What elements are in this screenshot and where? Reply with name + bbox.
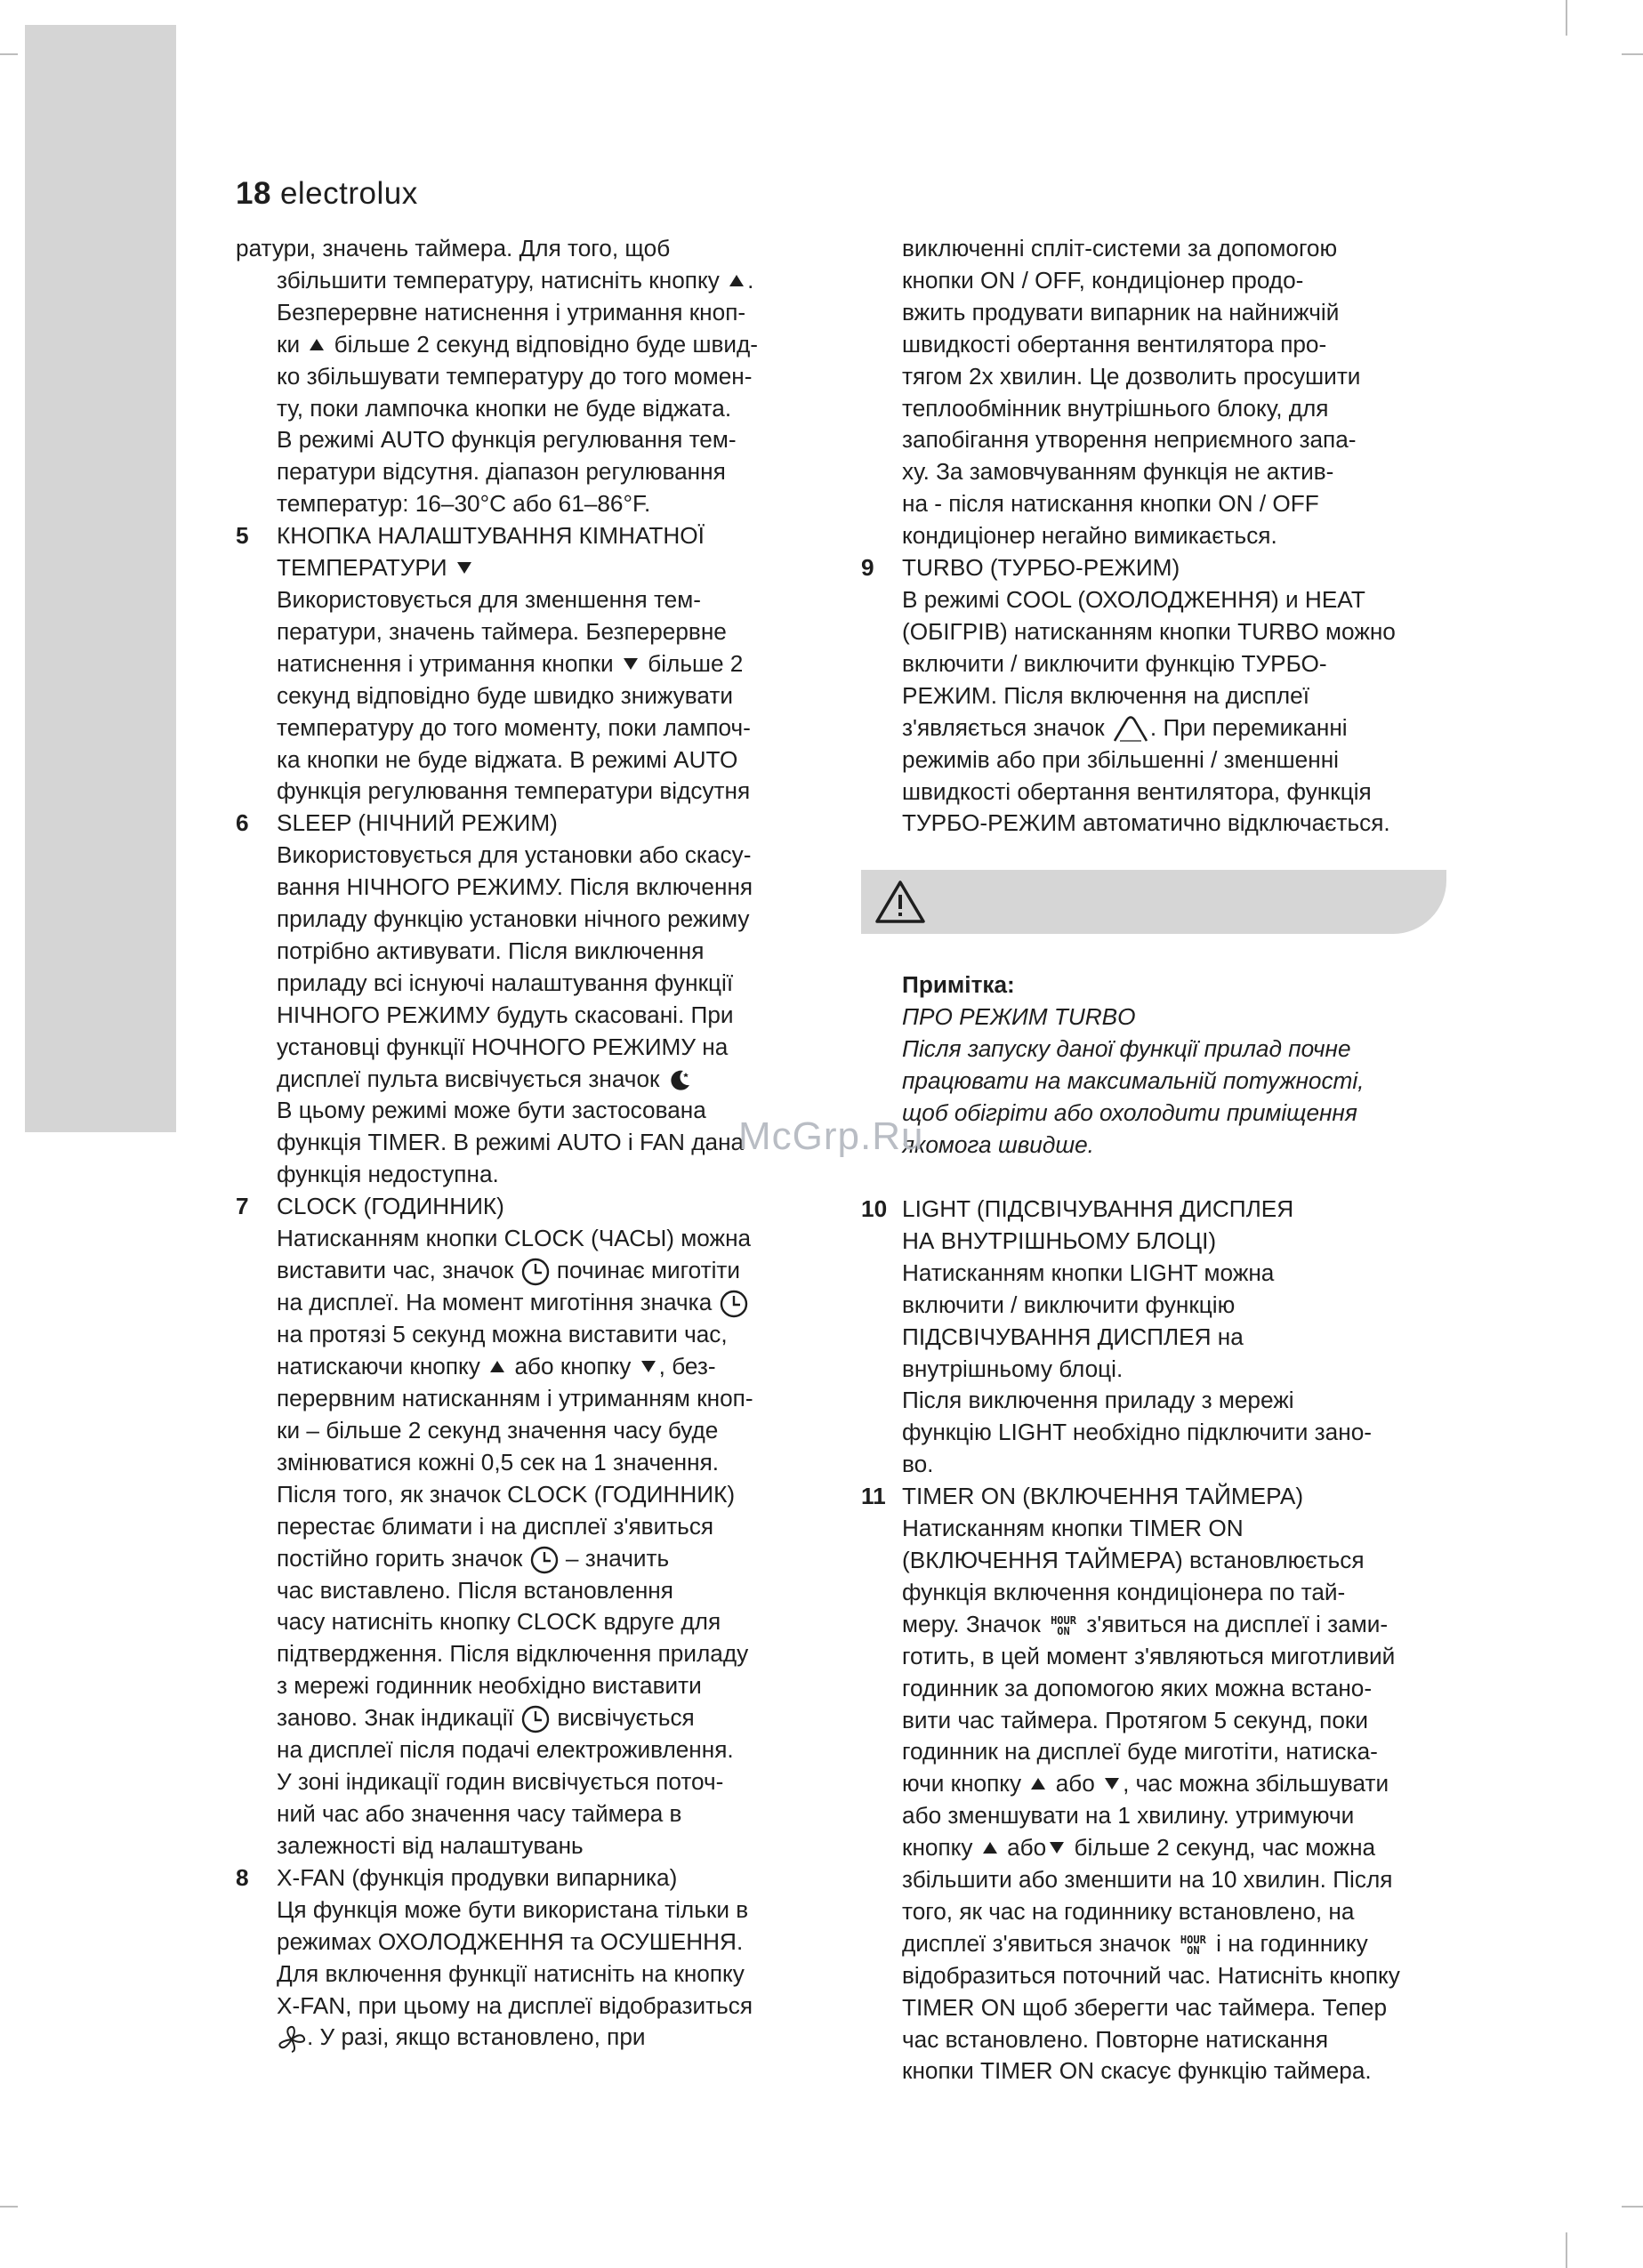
text-line: підтвердження. Після відключення приладу [277,1640,749,1668]
list-item-9 [861,552,1453,840]
text-line: ПІДСВІЧУВАННЯ ДИСПЛЕЯ на [902,1323,1244,1350]
text-line: температур: 16–30°C або 61–86°F. [277,490,651,518]
item-number: 7 [236,1193,249,1220]
text-line: запобігання утворення неприємного запа- [902,426,1357,454]
text-line: В цьому режимі може бути застосована [277,1097,706,1124]
text-line: часу натисніть кнопку CLOCK вдруге для [277,1608,721,1636]
watermark: McGrp.Ru [738,1114,924,1158]
text-line: приладу функцію установки нічного режиму [277,905,750,933]
item-title: CLOCK (ГОДИННИК) [277,1193,504,1220]
text-line: на дисплеї після подачі електроживлення. [277,1736,734,1764]
text-line: вжить продувати випарник на найнижчій [902,298,1340,326]
side-tab [25,25,176,1132]
arrow-down-icon [1050,1842,1064,1854]
text-line: Після того, як значок CLOCK (ГОДИННИК) [277,1480,736,1508]
crop-mark [0,2206,18,2208]
text-line: швидкості обертання вентилятора про- [902,330,1327,358]
text-line: з'являється значок . При перемиканні [902,712,1396,744]
text-line: годинник на дисплеї буде миготіти, натиска- [902,1738,1378,1765]
list-item-7 [236,1191,814,1862]
page-header [236,176,418,212]
text-line: натискаючи кнопку або кнопку , без- [277,1353,716,1380]
item-title: SLEEP (НІЧНИЙ РЕЖИМ) [277,809,558,837]
item-title: ТЕМПЕРАТУРИ [277,552,751,584]
item-number: 6 [236,809,249,837]
text-line: збільшити температуру, натисніть кнопку . [277,266,754,294]
list-item-6 [236,808,814,1191]
clock-icon [520,1704,551,1734]
brand-name: electrolux [279,176,418,211]
text-line: ператури відсутня. діапазон регулювання [277,458,726,486]
right-column-lower [861,1194,1453,2087]
text-line: ко збільшувати температуру до того момен- [277,362,753,390]
arrow-down-icon [641,1361,656,1372]
text-line: В режимі COOL (ОХОЛОДЖЕННЯ) и HEAT [902,585,1365,613]
text-line: функція недоступна. [277,1161,499,1188]
text-line: швидкості обертання вентилятора, функція [902,777,1372,805]
warning-triangle-icon [874,879,927,925]
text-line: виключенні спліт-системи за допомогою [902,235,1338,261]
text-line: ТУРБО-РЕЖИМ автоматично відключається. [902,809,1390,837]
text-line: приладу всі існуючі налаштування функції [277,969,734,996]
text-line: Використовується для установки або скасу- [277,841,752,869]
text-line: внутрішньому блоці. [902,1355,1124,1382]
text-line: збільшити або зменшити на 10 хвилин. Після [902,1866,1393,1894]
text-line: ху. За замовчуванням функція не актив- [902,458,1334,486]
text-line: температуру до того моменту, поки лампоч- [277,713,751,741]
item-number: 11 [861,1483,886,1510]
text-line: дисплеї пульта висвічується значок [277,1064,753,1096]
text-line: час встановлено. Повторне натискання [902,2025,1329,2053]
text-line: перестає блимати і на дисплеї з'явиться [277,1512,714,1540]
text-line: ки більше 2 секунд відповідно буде швид- [277,330,758,358]
item-number: 10 [861,1195,888,1222]
text-line: установці функції НОЧНОГО РЕЖИМУ на [277,1033,729,1060]
text-line: ператури, значень таймера. Безперервне [277,617,727,645]
fan-icon [277,2024,307,2055]
text-line: функція TIMER. В режимі AUTO і FAN дана [277,1129,745,1156]
text-line: на протязі 5 секунд можна виставити час, [277,1321,728,1348]
crop-mark [0,53,18,55]
text-line: тягом 2х хвилин. Це дозволить просушити [902,362,1361,390]
text-line: перервним натисканням і утриманням кноп- [277,1384,753,1411]
item-number: 9 [861,554,874,582]
text-line: меру. Значок HOUR ON з'явиться на дисплеї і зами- [902,1610,1389,1637]
text-line: вити час таймера. Протягом 5 секунд, поки [902,1706,1368,1733]
arrow-up-icon [729,275,744,286]
text-line: Натисканням кнопки CLOCK (ЧАСЫ) можна [277,1225,752,1252]
list-item-11 [861,1481,1453,2087]
text-line: дисплеї з'явиться значок HOUR ON і на годиннику [902,1929,1368,1957]
left-column [236,233,814,2055]
arrow-down-icon [457,562,471,574]
text-line: або зменшувати на 1 хвилину. утримуючи [902,1802,1355,1830]
text-line: Ця функція може бути використана тільки в [277,1895,749,1923]
text-line: ючи кнопку або , час можна збільшувати [902,1770,1389,1798]
text-line: на дисплеї. На момент миготіння значка [277,1287,753,1319]
clock-icon [719,1289,749,1319]
text-line: потрібно активувати. Після виключення [277,937,705,964]
text-line: ки – більше 2 секунд значення часу буде [277,1416,719,1444]
text-line: з мережі годинник необхідно виставити [277,1672,702,1700]
arrow-up-icon [310,339,324,350]
text-line: У зоні індикації годин висвічується поточ- [277,1768,724,1796]
item-title: X-FAN (функція продувки випарника) [277,1863,678,1891]
text-line: режимах ОХОЛОДЖЕННЯ та ОСУШЕННЯ. [277,1927,744,1955]
item-title: TIMER ON (ВКЛЮЧЕННЯ ТАЙМЕРА) [902,1483,1304,1510]
text-line: ний час або значення часу таймера в [277,1800,682,1828]
text-line: во. [902,1451,934,1478]
text-line: режимів або при збільшенні / зменшенні [902,745,1339,773]
text-line: функцію LIGHT необхідно підключити зано- [902,1419,1372,1446]
text-line: кнопки TIMER ON скасує функцію таймера. [902,2057,1372,2085]
turbo-icon [1111,714,1150,744]
note-line: Після запуску даної функції прилад почне [902,1034,1351,1062]
text-line: виставити час, значок починає миготіти [277,1255,753,1287]
note-line: працювати на максимальній потужності, [902,1066,1365,1094]
text-line: . У разі, якщо встановлено, при [277,2022,753,2054]
list-item-10 [861,1194,1453,1481]
item-title: TURBO (ТУРБО-РЕЖИМ) [902,554,1180,582]
text-line: ка кнопки не буде віджата. В режимі AUTO [277,745,738,773]
text-line: Після виключення приладу з мережі [902,1387,1294,1414]
list-item-5 [236,520,814,808]
moon-sleep-icon [666,1067,693,1094]
page-number: 18 [236,176,271,211]
text-line: готить, в цей момент з'являються миготливий [902,1642,1396,1669]
hour-on-icon: HOUR ON [1180,1933,1206,1957]
arrow-up-icon [1031,1778,1045,1789]
text-line: ту, поки лампочка кнопки не буде віджата. [277,394,732,422]
note-line: ПРО РЕЖИМ TURBO [902,1002,1136,1030]
text-line: (ОБІГРІВ) натисканням кнопки TURBO можно [902,617,1396,645]
hour-on-icon: HOUR ON [1051,1613,1076,1637]
crop-mark [1566,2232,1567,2268]
text-line: РЕЖИМ. Після включення на дисплеї [902,681,1309,709]
arrow-down-icon [624,658,638,670]
text-line: включити / виключити функцію [902,1291,1236,1318]
item-number: 8 [236,1863,249,1891]
text-line: змінюватися кожні 0,5 сек на 1 значення. [277,1448,720,1476]
arrow-down-icon [1105,1778,1119,1789]
arrow-up-icon [490,1361,504,1372]
note-title: Примітка: [902,971,1015,998]
crop-mark [1622,2206,1643,2208]
text-line: Для включення функції натисніть на кнопку [277,1959,745,1987]
text-line: TIMER ON щоб зберегти час таймера. Тепер [902,1993,1388,2021]
crop-mark [1622,53,1643,55]
text-line: теплообмінник внутрішнього блоку, для [902,394,1329,422]
text-line: залежності від налаштувань [277,1832,584,1859]
arrow-up-icon [983,1842,997,1854]
clock-icon [520,1257,551,1287]
text-line: функція регулювання температури відсутня [277,777,751,805]
note-line: якомога швидше. [902,1130,1094,1158]
note-box [902,969,1454,1161]
text-line: відобразиться поточний час. Натисніть кнопку [902,1961,1400,1989]
text-line: кондиціонер негайно вимикається. [902,522,1277,550]
text-line: кнопку або більше 2 секунд, час можна [902,1834,1376,1862]
text-line: включити / виключити функцію ТУРБО- [902,649,1327,677]
list-item-8 [236,1862,814,2055]
item-title: НА ВНУТРІШНЬОМУ БЛОЦІ) [902,1226,1217,1254]
text-line: секунд відповідно буде швидко знижувати [277,681,734,709]
crop-mark [1566,0,1567,36]
text-line: ратури, значень таймера. Для того, щоб [236,235,671,261]
text-line: того, як час на годиннику встановлено, на [902,1897,1355,1925]
text-line: Натисканням кнопки TIMER ON [902,1515,1244,1542]
clock-icon [529,1545,560,1575]
text-line: X-FAN, при цьому на дисплеї відобразиться [277,1991,753,2019]
text-line: Використовується для зменшення тем- [277,585,701,613]
text-line: натиснення і утримання кнопки більше 2 [277,649,744,677]
text-line: функція включення кондиціонера по тай- [902,1578,1346,1605]
text-line: кнопки ON / OFF, кондиціонер продо- [902,266,1304,294]
text-line: В режимі AUTO функція регулювання тем- [277,426,737,454]
right-column [861,233,1453,840]
warning-banner [861,870,1446,934]
text-line: заново. Знак індикації висвічується [277,1702,753,1734]
item-title: LIGHT (ПІДСВІЧУВАННЯ ДИСПЛЕЯ [902,1195,1294,1222]
text-line: Натисканням кнопки LIGHT можна [902,1259,1275,1286]
text-line: постійно горить значок – значить [277,1543,753,1575]
text-line: на - після натискання кнопки ON / OFF [902,490,1319,518]
text-line: вання НІЧНОГО РЕЖИМУ. Після включення [277,873,753,901]
text-line: (ВКЛЮЧЕННЯ ТАЙМЕРА) встановлюється [902,1546,1365,1573]
text-line: Безперервне натиснення і утримання кноп- [277,298,746,326]
text-line: годинник за допомогою яких можна встано- [902,1674,1373,1701]
note-line: щоб обігріти або охолодити приміщення [902,1098,1357,1126]
item-number: 5 [236,522,249,550]
item-title: КНОПКА НАЛАШТУВАННЯ КІМНАТНОЇ [277,522,705,550]
text-line: час виставлено. Після встановлення [277,1576,673,1604]
text-line: НІЧНОГО РЕЖИМУ будуть скасовані. При [277,1001,734,1028]
